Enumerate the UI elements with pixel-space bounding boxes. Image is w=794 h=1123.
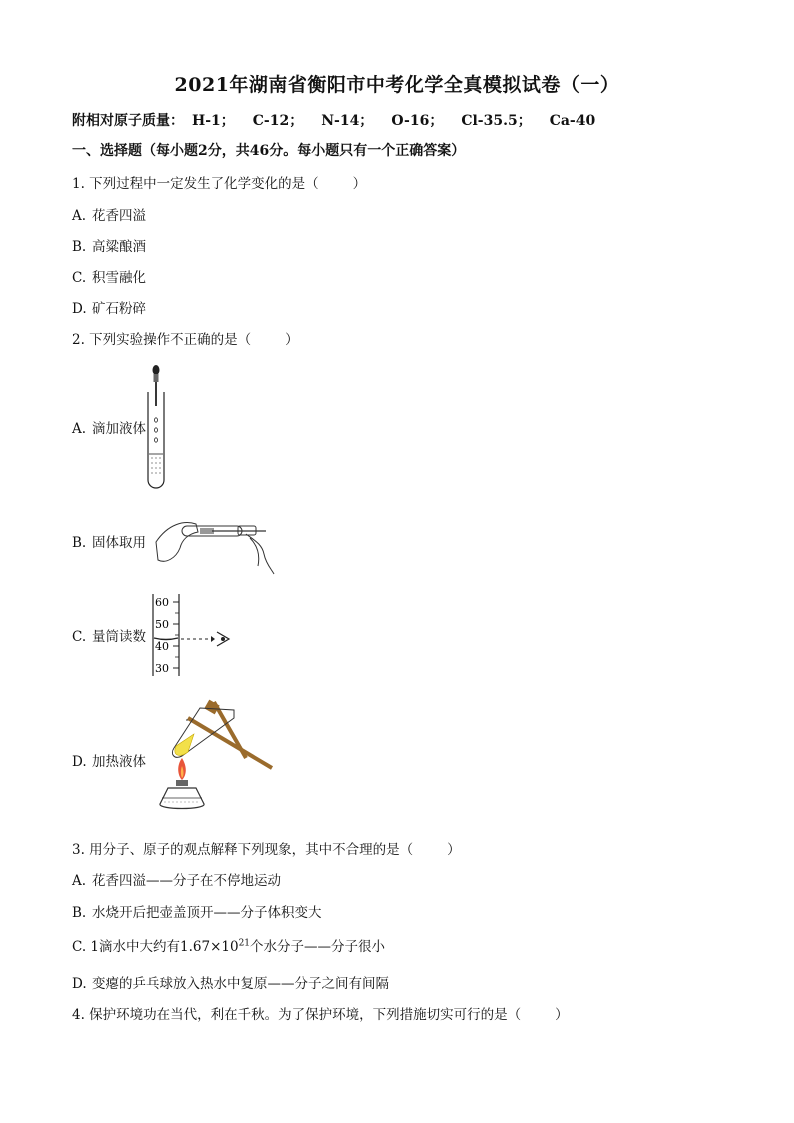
atomic-mass-h: H-1； (192, 113, 235, 129)
q2-option-b (72, 531, 146, 551)
q2-stem-close: ） (285, 332, 299, 348)
q2-option-d (72, 750, 146, 770)
option-text: 滴加液体 (92, 421, 146, 437)
option-text: 变瘪的乒乓球放入热水中复原——分子之间有间隔 (92, 976, 389, 992)
option-text: 量筒读数 (92, 629, 146, 645)
atomic-mass-ca: Ca-40 (549, 113, 596, 129)
q1-stem-close: ） (352, 176, 367, 192)
cylinder-tick-50: 50 (155, 618, 169, 631)
option-key: D. (72, 754, 87, 770)
question-4-stem (72, 1003, 569, 1023)
question-1-stem (72, 172, 366, 192)
q4-stem-close: ） (555, 1007, 569, 1023)
q3-stem-text: 3. 用分子、原子的观点解释下列现象，其中不合理的是（ (72, 842, 414, 858)
atomic-mass-c: C-12； (252, 113, 304, 129)
option-text: 花香四溢 (92, 208, 146, 224)
option-text: 高粱酿酒 (92, 239, 146, 255)
atomic-mass-n: N-14； (321, 113, 374, 129)
option-text: 花香四溢——分子在不停地运动 (92, 873, 281, 889)
option-key: D. (72, 976, 87, 992)
cylinder-tick-60: 60 (155, 596, 169, 609)
hands-test-tube-figure (154, 510, 276, 576)
option-key: A. (72, 208, 87, 224)
measuring-cylinder-figure (145, 590, 237, 678)
option-text-pre: C. 1滴水中大约有1.67×10 (72, 939, 239, 955)
option-exponent: 21 (238, 938, 251, 949)
q1-option-d (72, 297, 146, 317)
option-text: 加热液体 (92, 754, 146, 770)
cylinder-tick-30: 30 (155, 662, 169, 675)
q1-option-b (72, 235, 146, 255)
q3-option-d (72, 972, 389, 992)
cylinder-tick-40: 40 (155, 640, 169, 653)
option-text-post: 个水分子——分子很小 (250, 939, 386, 955)
atomic-mass-label: 附相对原子质量： (72, 113, 184, 129)
atomic-mass-line (72, 110, 613, 130)
q2-stem-text: 2. 下列实验操作不正确的是（ (72, 332, 252, 348)
option-key: C. (72, 629, 87, 645)
q2-option-a (72, 417, 146, 437)
q1-stem-text: 1. 下列过程中一定发生了化学变化的是（ (72, 176, 319, 192)
option-text: 固体取用 (92, 535, 146, 551)
option-key: B. (72, 905, 87, 921)
heating-liquid-figure (150, 696, 276, 820)
q3-option-a (72, 869, 281, 889)
option-key: B. (72, 239, 87, 255)
section-heading: 一、选择题（每小题2分，共46分。每小题只有一个正确答案） (72, 143, 466, 159)
q3-option-c (72, 935, 385, 955)
atomic-mass-o: O-16； (391, 113, 444, 129)
dropper-test-tube-figure (142, 362, 172, 490)
atomic-mass-cl: Cl-35.5； (461, 113, 532, 129)
q1-option-c (72, 266, 146, 286)
page-title: 2021年湖南省衡阳市中考化学全真模拟试卷（一） (174, 74, 620, 96)
option-text: 水烧开后把壶盖顶开——分子体积变大 (92, 905, 322, 921)
option-key: B. (72, 535, 87, 551)
question-3-stem (72, 838, 461, 858)
option-text: 矿石粉碎 (92, 301, 146, 317)
q2-option-c (72, 625, 146, 645)
q3-stem-close: ） (447, 842, 461, 858)
option-key: C. (72, 270, 87, 286)
q4-stem-text: 4. 保护环境功在当代，利在千秋。为了保护环境，下列措施切实可行的是（ (72, 1007, 522, 1023)
option-key: A. (72, 421, 87, 437)
q1-option-a (72, 204, 146, 224)
option-key: A. (72, 873, 87, 889)
q3-option-b (72, 901, 322, 921)
option-key: D. (72, 301, 87, 317)
option-text: 积雪融化 (92, 270, 146, 286)
question-2-stem (72, 328, 299, 348)
